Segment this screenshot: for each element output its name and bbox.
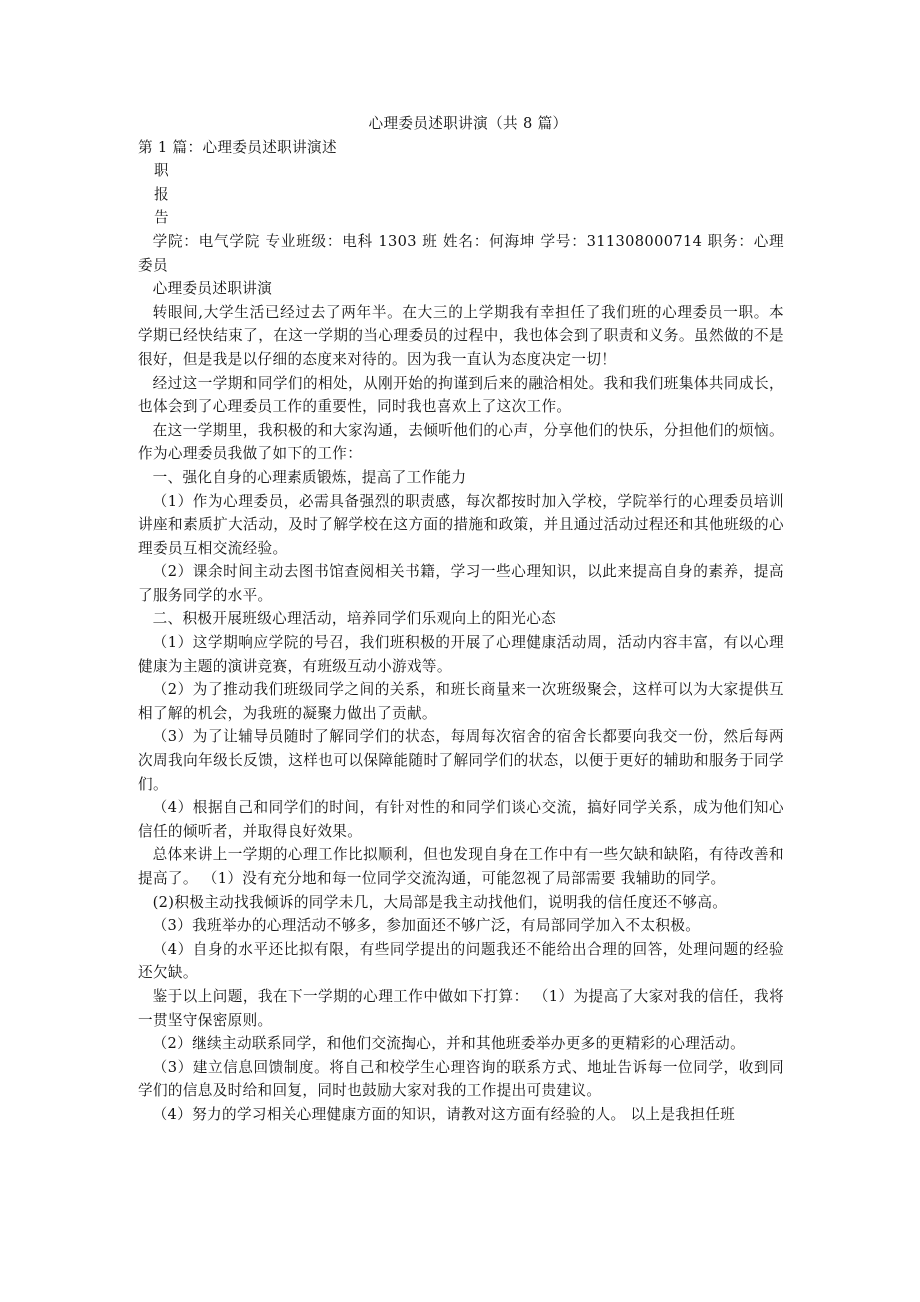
paragraph: （1）这学期响应学院的号召，我们班积极的开展了心理健康活动周，活动内容丰富，有以心理健康为主题的演讲竞赛，有班级互动小游戏等。 (138, 634, 784, 675)
paragraph: （4）自身的水平还比拟有限，有些同学提出的问题我还不能给出合理的回答，处理问题的经验还欠缺。 (138, 940, 784, 982)
info-line: 学院：电气学院 专业班级：电科 1303 班 姓名：何海坤 学号：311308000714 职务：心理委员 (138, 232, 784, 274)
paragraph: （3）我班举办的心理活动不够多，参加面还不够广泛，有局部同学加入不太积极。 (152, 917, 701, 935)
paragraph: （3）为了让辅导员随时了解同学们的状态，每周每次宿舍的宿舍长都要向我交一份，然后每两次周我向年级长反馈，这样也可以保障能随时了解同学们的状态，以便于更好的辅助和服务于同学们。 (138, 728, 784, 793)
paragraph: 总体来讲上一学期的心理工作比拟顺利，但也发现自身在工作中有一些欠缺和缺陷，有待改善和提高了。 （1）没有充分地和每一位同学交流沟通，可能忽视了局部需要 我辅助的同学。 (138, 846, 784, 887)
vertical-char: 报 (154, 185, 169, 203)
paragraph: （3）建立信息回馈制度。将自己和校学生心理咨询的联系方式、地址告诉每一位同学，收到同学们的信息及时给和回复，同时也鼓励大家对我的工作提出可贵建议。 (138, 1058, 784, 1100)
paragraph: 转眼间,大学生活已经过去了两年半。在大三的上学期我有幸担任了我们班的心理委员一职。本学期已经快结束了，在这一学期的当心理委员的过程中，我也体会到了职责和义务。虽然做的不是很好，但是我是以仔细的态度来对待的。因为我一直认为态度决定一切！ (138, 303, 784, 368)
paragraph: （4）根据自己和同学们的时间，有针对性的和同学们谈心交流，搞好同学关系，成为他们知心信任的倾听者，并取得良好效果。 (138, 799, 784, 840)
paragraph: （2）课余时间主动去图书馆查阅相关书籍，学习一些心理知识，以此来提高自身的素养，提高了服务同学的水平。 (138, 563, 784, 604)
document-page (138, 112, 784, 1127)
subtitle: 心理委员述职讲演 (152, 280, 273, 298)
paragraph: 经过这一学期和同学们的相处，从刚开始的拘谨到后来的融洽相处。我和我们班集体共同成长，也体会到了心理委员工作的重要性，同时我也喜欢上了这次工作。 (138, 374, 784, 416)
paragraph: 在这一学期里，我积极的和大家沟通，去倾听他们的心声，分享他们的快乐，分担他们的烦恼。作为心理委员我做了如下的工作： (138, 421, 784, 463)
paragraph: (2)积极主动找我倾诉的同学未几，大局部是我主动找他们，说明我的信任度还不够高。 (152, 893, 728, 911)
paragraph: （2）继续主动联系同学，和他们交流掏心，并和其他班委举办更多的更精彩的心理活动。 (152, 1035, 746, 1053)
paragraph: （2）为了推动我们班级同学之间的关系，和班长商量来一次班级聚会，这样可以为大家提供互相了解的机会，为我班的凝聚力做出了贡献。 (138, 681, 784, 722)
section-point-heading: 二、积极开展班级心理活动，培养同学们乐观向上的阳光心态 (152, 610, 557, 628)
paragraph: （4）努力的学习相关心理健康方面的知识，请教对这方面有经验的人。 以上是我担任班 (152, 1105, 736, 1123)
document-title: 心理委员述职讲演（共 8 篇） (368, 115, 568, 132)
paragraph: 鉴于以上问题，我在下一学期的心理工作中做如下打算： （1）为提高了大家对我的信任，我将一贯坚守保密原则。 (138, 987, 784, 1029)
section-point-heading: 一、强化自身的心理素质锻炼，提高了工作能力 (152, 468, 467, 486)
vertical-char: 职 (154, 162, 169, 180)
paragraph: （1）作为心理委员，必需具备强烈的职责感，每次都按时加入学校，学院举行的心理委员培训讲座和素质扩大活动，及时了解学校在这方面的措施和政策，并且通过活动过程还和其他班级的心理委员互相交流经验。 (138, 492, 784, 557)
vertical-char: 告 (154, 209, 169, 227)
section-heading: 第 1 篇：心理委员述职讲演述 (138, 138, 337, 156)
